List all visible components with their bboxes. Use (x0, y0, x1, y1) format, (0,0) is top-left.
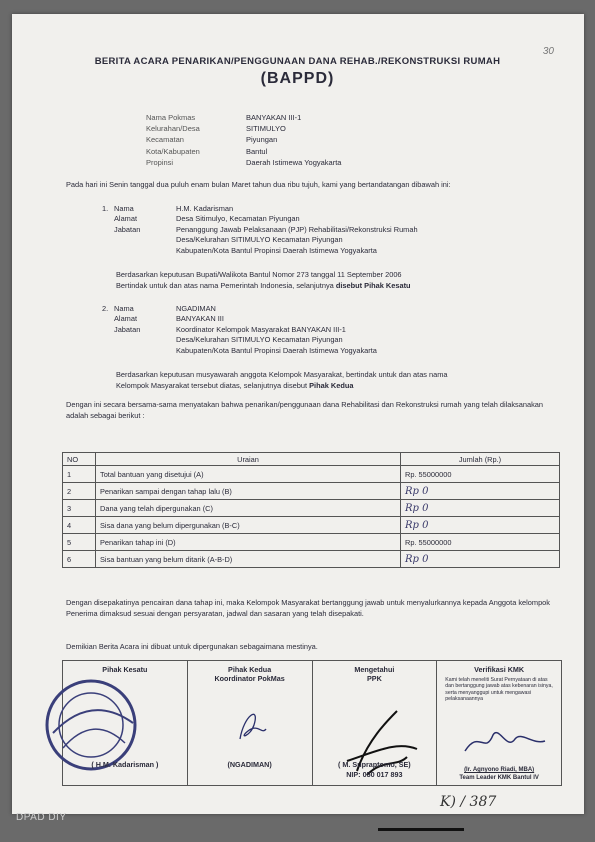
document-title: BERITA ACARA PENARIKAN/PENGGUNAAN DANA REHAB./REKONSTRUKSI RUMAH (94, 56, 501, 67)
party-two: 2. Nama NGADIMAN Alamat BANYAKAN III Jabatan Koordinator Kelompok Masyarakat BANYAKAN III-1 Desa/Kelurahan SITIMULYO Kecamatan Piyungan Kabupaten/Kota Bantul Propinsi Daerah Istimewa Yogyakarta (102, 304, 377, 355)
document-subtitle: (BAPPD) (260, 70, 335, 87)
table-row: 2 Penarikan sampai dengan tahap lalu (B) Rp 0 (63, 483, 560, 500)
signature-icon (327, 701, 427, 781)
table-header-row (63, 453, 560, 466)
statement-text: Dengan ini secara bersama-sama menyatakan bahwa penarikan/penggunaan dana Rehabilitasi dan Rekonstruksi rumah yang telah dilaksanakan adalah sebagai berikut : (66, 400, 543, 420)
signature-table (62, 660, 562, 786)
table-row: 4 Sisa dana yang belum dipergunakan (B-C) Rp 0 (63, 517, 560, 534)
info-row: Kelurahan/Desa SITIMULYO (146, 124, 286, 134)
info-row: Nama Pokmas BANYAKAN III-1 (146, 113, 302, 122)
party-one-basis: Berdasarkan keputusan Bupati/Walikota Bantul Nomor 273 tanggal 11 September 2006 (116, 270, 402, 279)
header-jumlah: Jumlah (Rp.) (401, 453, 560, 466)
info-row: Kota/Kabupaten Bantul (146, 146, 268, 156)
bottom-bar (378, 828, 464, 831)
table-row: 3 Dana yang telah dipergunakan (C) Rp 0 (63, 500, 560, 517)
header-uraian: Uraian (96, 453, 401, 466)
signature-kmk: Verifikasi KMK Kami telah meneliti Surat Pernyataan di atas dan bertanggung jawab atas kebenaran isinya, serta menyanggupi untuk mengawasi pelaksanaannya (Ir. Agnyono Riadi, MBA) Team Leader KMK Bantul IV (445, 665, 553, 781)
pokmas-info (146, 112, 341, 168)
page-number: 30 (542, 46, 554, 57)
table-row: 5 Penarikan tahap ini (D) Rp. 55000000 (63, 534, 560, 551)
closing-text-2: Demikian Berita Acara ini dibuat untuk dipergunakan sebagaimana mestinya. (66, 642, 318, 651)
signature-ppk: Mengetahui PPK ( M. Supraptomo, SE) NIP: 050 017 893 (313, 661, 438, 785)
signature-icon (459, 721, 549, 761)
signature-party-two: Pihak Kedua Koordinator PokMas (NGADIMAN) (188, 661, 313, 785)
document-code: K) / 387 (440, 794, 497, 810)
party-two-basis: Berdasarkan keputusan musyawarah anggota Kelompok Masyarakat, bertindak untuk dan atas nama (116, 370, 448, 379)
party-two-act: Kelompok Masyarakat tersebut diatas, selanjutnya disebut Pihak Kedua (116, 381, 354, 390)
intro-text: Pada hari ini Senin tanggal dua puluh enam bulan Maret tahun dua ribu tujuh, kami yang bertandatangan dibawah ini: (66, 180, 451, 189)
party-one-act: Bertindak untuk dan atas nama Pemerintah Indonesia, selanjutnya disebut Pihak Kesatu (116, 281, 411, 290)
party-one: 1. Nama H.M. Kadarisman Alamat Desa Sitimulyo, Kecamatan Piyungan Jabatan Penanggung Jawab Pelaksanaan (PJP) Rehabilitasi/Rekonstruksi Rumah Desa/Kelurahan SITIMULYO Kecamatan Piyungan Kabupaten/Kota Bantul Propinsi Daerah Istimewa Yogyakarta (102, 204, 418, 255)
table-row: 1 Total bantuan yang disetujui (A) Rp. 55000000 (63, 466, 560, 483)
signature-icon (230, 695, 270, 745)
info-row: Kecamatan Piyungan (146, 135, 278, 145)
watermark: DPAD DIY (16, 812, 67, 823)
signature-party-one: Pihak Kesatu ( H.M. Kadarisman ) (63, 661, 188, 785)
table-row: 6 Sisa bantuan yang belum ditarik (A-B-D) Rp 0 (63, 551, 560, 568)
kmk-statement: Kami telah meneliti Surat Pernyataan di atas dan bertanggung jawab atas kebenaran isinya, serta menyanggupi untuk mengawasi pelaksanaannya (445, 677, 553, 702)
header-no: NO (63, 453, 96, 466)
closing-text: Dengan disepakatinya pencairan dana tahap ini, maka Kelompok Masyarakat bertanggung jawab untuk menyalurkannya kepada Anggota kelompok Penerima dimaksud sesuai dengan persyaratan, jadwal dan sasaran yang telah disepakati. (66, 598, 550, 618)
info-row: Propinsi Daerah Istimewa Yogyakarta (146, 157, 342, 167)
official-stamp-icon (33, 673, 143, 773)
fund-table (62, 452, 560, 568)
